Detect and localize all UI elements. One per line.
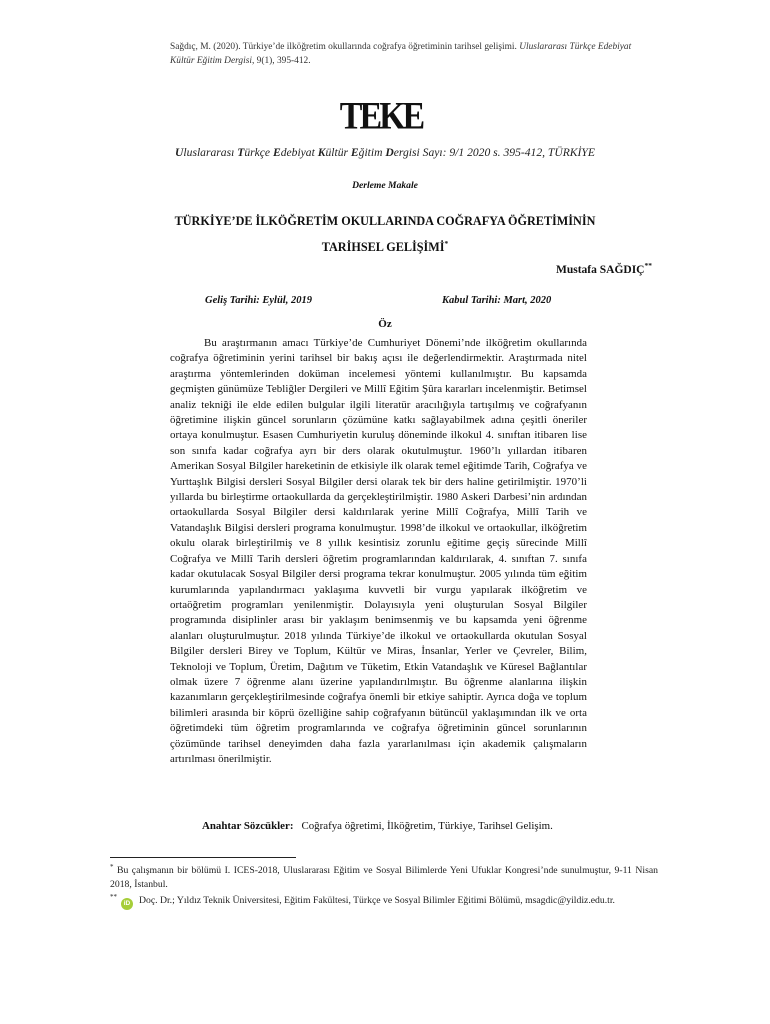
footnote-divider [110, 857, 296, 858]
abstract-body: Bu araştırmanın amacı Türkiye’de Cumhuriyet Dönemi’nde ilköğretim okullarında coğrafya öğretiminin yerini tarihsel bir bakış açısı ile değerlendirmektir. Araştırmada nitel araştırma yöntemlerinden doküman incelemesi yöntemi kullanılmıştır. Bu kapsamda geçmişten günümüze Tebliğler Dergileri ve Millî Eğitim Şûra kararları incelenmiştir. Betimsel analiz tekniği ile elde edilen bulgular ilgili literatür aracılığıyla tartışılmış ve coğrafyanın öğretimine ilişkin güncel sorunların çözümüne katkı sağlayabilmek adına çeşitli öneriler ortaya konulmuştur. Esasen Cumhuriyetin kuruluş döneminde ilkokul 4. sınıftan itibaren lise son sınıfa kadar coğrafya ayrı bir ders olarak okutulmuştur. 1960’lı yıllardan itibaren Amerikan Sosyal Bilgiler hareketinin de etkisiyle ilk olarak temel eğitimde Tarih, Coğrafya ve Yurttaşlık Bilgisi dersleri Sosyal Bilgiler dersi olarak tek bir ders haline getirilmiştir. 1970’li yıllarda bu birleştirme ortaokullarda da gerçekleştirilmiştir. 1980 Askeri Darbesi’nin ardından ortaokullarda Sosyal Bilgiler dersi kaldırılarak yerine Millî Coğrafya, Millî Tarih ve Vatandaşlık Bilgisi dersleri programa konulmuştur. 1998’de ilkokul ve ortaokullar, ilköğretim okulu olarak birleştirilmiş ve 8 yıllık kesintisiz zorunlu eğitime geçiş sürecinde Millî Coğrafya ve Millî Tarih dersleri öğretim programlarından kaldırılarak, 4. sınıftan 7. sınıfa kadar okutulacak Sosyal Bilgiler dersi programa tekrar konulmuştur. 2005 yılında tüm eğitim kurumlarında yapılandırmacı yaklaşıma kuvvetli bir vurgu yapılarak ilköğretim ve ortaöğretim programları yenilenmiştir. Dolayısıyla yeni oluşturulan Sosyal Bilgiler programında disiplinler arası bir yaklaşım benimsenmiş ve bu kapsamda yeni öğrenme alanları oluşturulmuştur. 2018 yılında Türkiye’de ilkokul ve ortaokullarda okutulan Sosyal Bilgiler dersleri Birey ve Toplum, Kültür ve Miras, İnsanlar, Yerler ve Çevreler, Bilim, Teknoloji ve Toplum, Üretim, Dağıtım ve Tüketim, Etkin Vatandaşlık ve Küresel Bağlantılar olmak üzere 7 öğrenme alanı üzerine yapılandırılmıştır. Bu öğrenme alanlarına ilişkin kazanımların gerçekleştirilmesinde coğrafya önemli bir etkiye sahiptir. Ayrıca doğa ve toplum bilimleri arasında bir köprü özelliğine sahip coğrafyanın bütüncül yaklaşımından ilk ve orta öğretimdeki tüm öğretim programlarında ve coğrafya öğretiminin güncel sorunlarının çözümünde tarihsel deneyimden daha fazla yararlanılması için akademik çalışmaların artırılması önerilmiştir. [170, 337, 587, 765]
title-line-1: TÜRKİYE’DE İLKÖĞRETİM OKULLARINDA COĞRAFYA ÖĞRETİMİNİN [174, 214, 596, 228]
article-type: Derleme Makale [352, 180, 418, 191]
citation-volume: , 9(1), 395-412. [251, 56, 311, 66]
footnote-2-mark: ** [110, 892, 117, 901]
received-date: Geliş Tarihi: Eylül, 2019 [205, 295, 312, 306]
footnote-1 [110, 864, 658, 893]
keywords [202, 819, 587, 833]
author-name: Mustafa SAĞDIÇ** [556, 261, 652, 276]
article-title [100, 208, 670, 260]
title-line-2: TARİHSEL GELİŞİMİ* [321, 238, 449, 254]
journal-issue-line: Uluslararası Türkçe Edebiyat Kültür Eğitim Dergisi Sayı: 9/1 2020 s. 395-412, TÜRKİYE [175, 146, 595, 159]
citation-header [170, 40, 640, 68]
orcid-icon[interactable]: iD [121, 898, 133, 910]
abstract-heading: Öz [378, 318, 392, 330]
journal-logo-text: TEKE [339, 93, 423, 138]
footnote-2 [110, 894, 658, 910]
keywords-text: Coğrafya öğretimi, İlköğretim, Türkiye, Tarihsel Gelişim. [301, 820, 553, 832]
keywords-label: Anahtar Sözcükler: [202, 820, 294, 832]
footnote-2-text: Doç. Dr.; Yıldız Teknik Üniversitesi, Eğitim Fakültesi, Türkçe ve Sosyal Bilimler Eğitimi Bölümü, msagdic@yildiz.edu.tr. [139, 895, 615, 906]
accepted-date: Kabul Tarihi: Mart, 2020 [442, 295, 552, 306]
citation-journal: Uluslararası Türkçe Edebiyat Kültür Eğitim Dergisi [170, 42, 632, 66]
footnote-1-mark: * [110, 862, 114, 871]
journal-logo [339, 93, 423, 138]
citation-text: Sağdıç, M. (2020). Türkiye’de ilköğretim okullarında coğrafya öğretiminin tarihsel gelişimi. [170, 42, 520, 52]
title-footnote-mark[interactable]: * [444, 238, 449, 248]
footnote-1-text: Bu çalışmanın bir bölümü I. ICES-2018, Uluslararası Eğitim ve Sosyal Bilimlerde Yeni Ufuklar Kongresi’nde sunulmuştur, 9-11 Nisan 2018, İstanbul. [110, 865, 658, 891]
author-footnote-mark[interactable]: ** [644, 261, 652, 271]
